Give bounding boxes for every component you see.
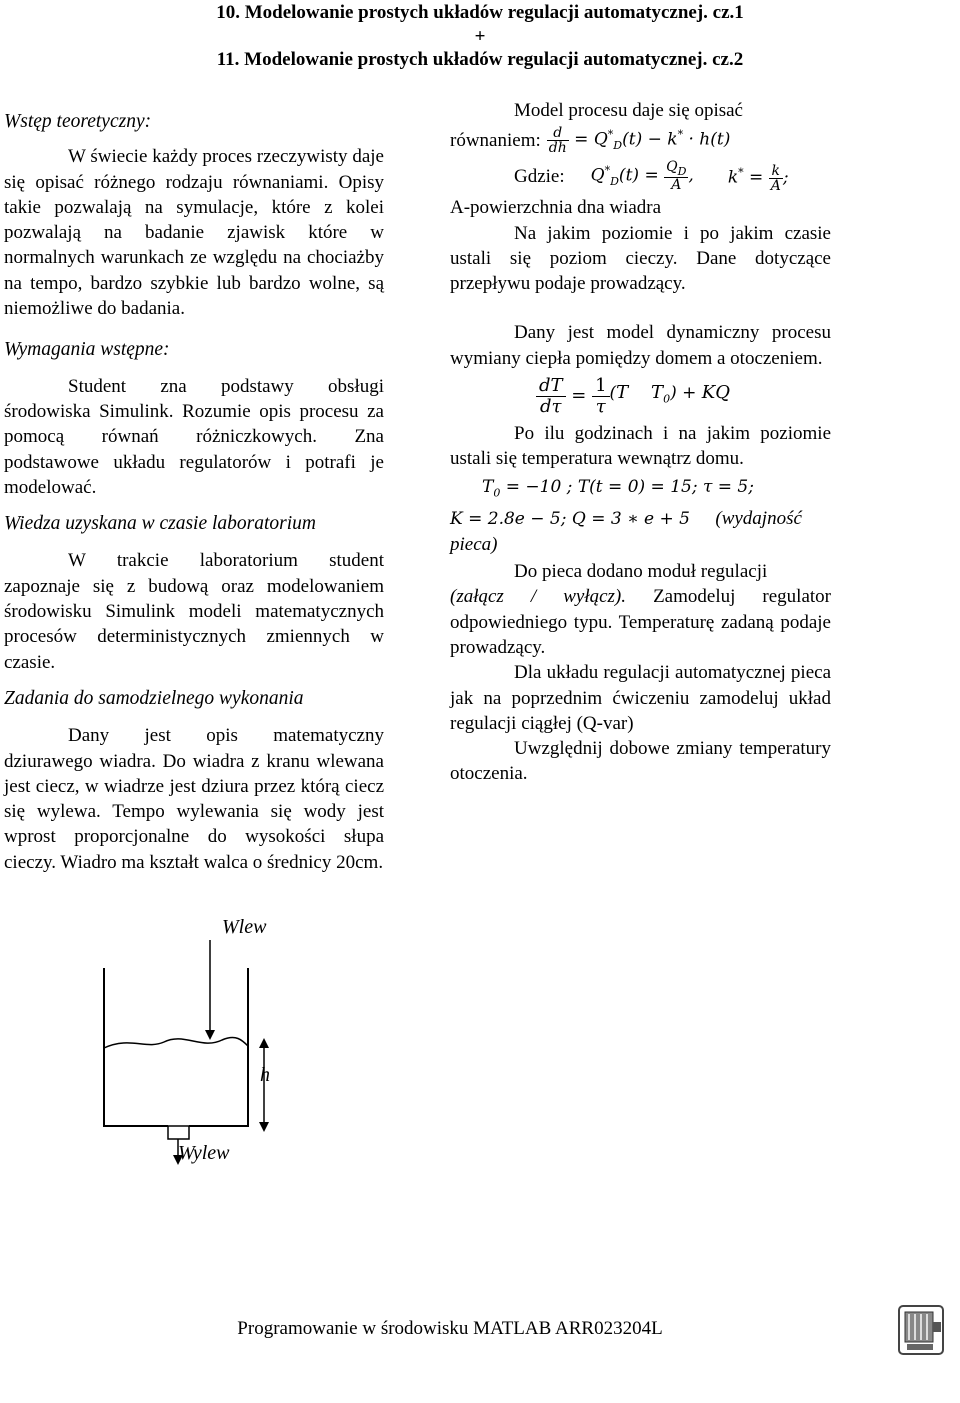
bucket-question: Na jakim poziomie i po jakim czasie ustali się poziom cieczy. Dane dotyczące przepływu podaje prowadzący. [450, 222, 831, 295]
model-intro: Model procesu daje się opisać [514, 100, 743, 121]
page-title-line2: 11. Modelowanie prostych układów regulacji automatycznej. cz.2 [216, 49, 744, 70]
equation-label: równaniem: [450, 129, 541, 151]
bucket-equation: $\frac{d}{dh}$ = $Q^*_D(t) - k^* \cdot h(t)$ [548, 124, 731, 156]
continuous-control-paragraph: Dla układu regulacji automatycznej pieca jak na poprzednim ćwiczeniu zamodeluj układ regulacji ciągłej (Q-var) [450, 662, 831, 734]
heading-requirements: Wymagania wstępne: [4, 339, 170, 361]
gdzie-label: Gdzie: [514, 165, 565, 187]
regulator-paragraph-a: Do pieca dodano moduł regulacji [514, 561, 768, 583]
regulator-onoff: (załącz / wyłącz). [450, 586, 626, 608]
heat-question: Po ilu godzinach i na jakim poziomie ustali się temperatura wewnątrz domu. [450, 423, 831, 470]
ambient-paragraph: Uwzględnij dobowe zmiany temperatury otoczenia. [450, 738, 831, 785]
intro-paragraph: W świecie każdy proces rzeczywisty daje się opisać różnego rodzaju równaniami. Opisy takie pozwalają na symulacje, które z kolei pozwalają na badanie zjawisk które w normalnych warunkach ze względu na chociażby na tempo, bardzo szybkie lub bardzo wolne, są niemożliwe do badania. [4, 146, 384, 320]
water-surface [104, 1038, 248, 1048]
k-definition: k* = $\frac{k}{A}$ ; [727, 162, 789, 194]
page-title-plus: + [474, 26, 486, 47]
regulator-paragraph-c: Zamodeluj regulator odpowiedniego typu. Temperaturę zadaną podaje prowadzący. [450, 586, 831, 658]
motor-logo [897, 1300, 947, 1362]
inflow-label: Wlew [222, 916, 267, 938]
regulator-paragraph [450, 584, 831, 660]
area-definition: A-powierzchnia dna wiadra [450, 197, 662, 219]
heading-knowledge: Wiedza uzyskana w czasie laboratorium [4, 513, 316, 535]
bucket-equation-line [450, 123, 831, 157]
footer-text: Programowanie w środowisku MATLAB ARR023204L [237, 1318, 663, 1339]
bucket-right-wall [189, 968, 248, 1126]
level-label: h [260, 1064, 270, 1086]
height-arrowhead-bottom [259, 1122, 269, 1132]
heat-model-intro: Dany jest model dynamiczny procesu wymiany ciepła pomiędzy domem a otoczeniem. [450, 322, 831, 369]
inflow-arrowhead [205, 1030, 215, 1040]
heading-tasks: Zadania do samodzielnego wykonania [4, 687, 304, 709]
bucket-left-wall [104, 968, 168, 1126]
definitions-line [450, 157, 831, 195]
heading-intro: Wstęp teoretyczny: [4, 111, 152, 132]
page-title-line1: 10. Modelowanie prostych układów regulacji automatycznej. cz.1 [216, 2, 744, 23]
requirements-paragraph: Student zna podstawy obsługi środowiska Simulink. Rozumie opis procesu za pomocą równań różniczkowych. Zna podstawowe układu regulatorów i potrafi je modelować. [4, 375, 384, 498]
heat-equation: $\frac{dT}{d\tau}$ = $\frac{1}{\tau}$ (T $T_0$) + KQ [450, 371, 831, 421]
outlet-pipe [168, 1126, 189, 1139]
tasks-paragraph: Dany jest opis matematyczny dziurawego wiadra. Do wiadra z kranu wlewana jest ciecz, w wiadrze jest dziura przez którą ciecz się wylewa. Tempo wylewania się wody jest wprost proporcjonalne do wysokości słupa cieczy. Wiadro ma kształt walca o średnicy 20cm. [4, 725, 384, 873]
heat-parameters: $T_0 = -10$ ; T(t = 0) = 15; τ = 5; K = 2.8e − 5; Q = 3 ∗ e + 5 (wydajność pieca) [450, 476, 802, 556]
height-arrowhead-top [259, 1038, 269, 1048]
knowledge-paragraph: W trakcie laboratorium student zapoznaje się z budową oraz modelowaniem środowisku Simulink modeli matematycznych procesów deterministycznych zmiennych w czasie. [4, 550, 384, 673]
params-note: (wydajność pieca) [450, 508, 802, 556]
outflow-label: Wylew [178, 1142, 230, 1164]
right-column [450, 98, 831, 787]
qd-definition: $Q^*_D(t)$ = $\frac{Q_D}{A}$ , [590, 159, 694, 194]
